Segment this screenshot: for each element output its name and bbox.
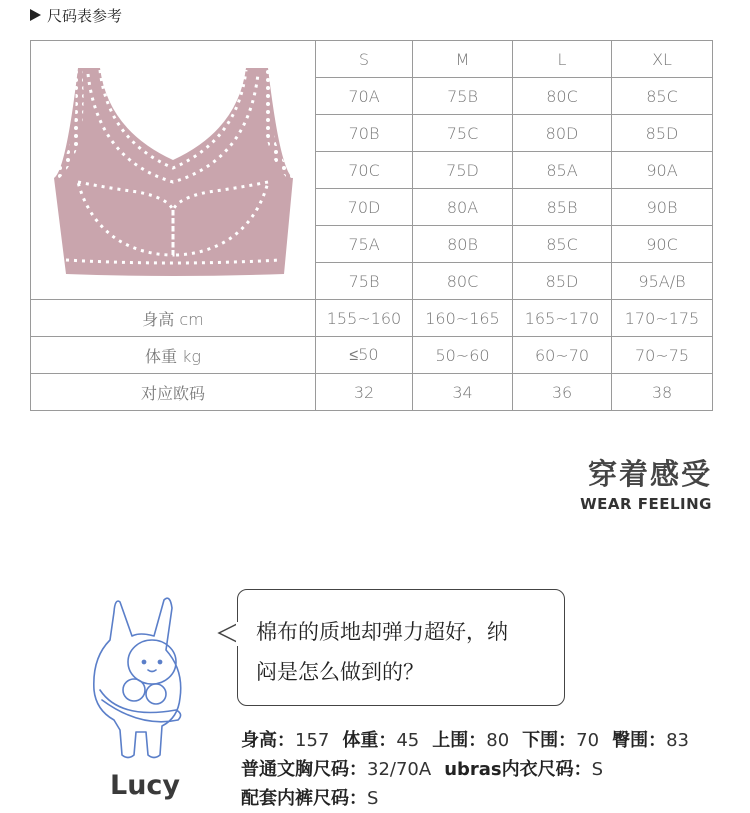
- cup-size-cell: 85C: [612, 78, 713, 115]
- eu-value-cell: 34: [413, 374, 513, 411]
- size-header-l: L: [513, 41, 612, 78]
- cup-size-cell: 75A: [316, 226, 413, 263]
- cup-size-cell: 90C: [612, 226, 713, 263]
- cup-size-cell: 70B: [316, 115, 413, 152]
- lucy-mascot-icon: [80, 590, 200, 765]
- weight-value-cell: ≤50: [316, 337, 413, 374]
- weight-value-cell: 70~75: [612, 337, 713, 374]
- height-label: 身高：: [241, 730, 295, 751]
- regular-size-value: 32/70A: [367, 759, 432, 780]
- wear-feeling-subtitle: WEAR FEELING: [580, 495, 712, 513]
- cup-size-cell: 85D: [612, 115, 713, 152]
- size-header-m: M: [413, 41, 513, 78]
- cup-size-cell: 70D: [316, 189, 413, 226]
- eu-row-label: 对应欧码: [31, 374, 316, 411]
- cup-size-cell: 80A: [413, 189, 513, 226]
- eu-value-cell: 36: [513, 374, 612, 411]
- stats-line-3: [241, 784, 689, 813]
- panty-size-label: 配套内裤尺码：: [241, 788, 367, 809]
- cup-size-cell: 80B: [413, 226, 513, 263]
- cup-size-cell: 95A/B: [612, 263, 713, 300]
- weight-value-cell: 60~70: [513, 337, 612, 374]
- bubble-line-1: 棉布的质地却弹力超好，纳: [256, 620, 508, 644]
- height-row: [31, 300, 713, 337]
- under-value: 70: [576, 730, 600, 751]
- height-value-cell: 165~170: [513, 300, 612, 337]
- height-value-cell: 160~165: [413, 300, 513, 337]
- section-header: [30, 4, 122, 26]
- height-value-cell: 155~160: [316, 300, 413, 337]
- cup-size-cell: 75D: [413, 152, 513, 189]
- cup-size-cell: 80C: [513, 78, 612, 115]
- bubble-line-2: 闷是怎么做到的？: [256, 660, 424, 684]
- cup-size-cell: 85C: [513, 226, 612, 263]
- panty-size-value: S: [367, 788, 379, 809]
- height-value-cell: 170~175: [612, 300, 713, 337]
- size-header-xl: XL: [612, 41, 713, 78]
- ubras-size-value: S: [591, 759, 604, 780]
- bust-value: 80: [486, 730, 510, 751]
- eu-value-cell: 38: [612, 374, 713, 411]
- cup-size-cell: 90B: [612, 189, 713, 226]
- eu-value-cell: 32: [316, 374, 413, 411]
- bubble-pointer-cover: [232, 620, 242, 648]
- size-header-s: S: [316, 41, 413, 78]
- table-header-row: [31, 41, 713, 78]
- under-label: 下围：: [522, 730, 577, 751]
- bubble-text: [256, 612, 556, 692]
- triangle-marker-icon: [30, 9, 41, 21]
- cup-size-cell: 75B: [316, 263, 413, 300]
- cup-size-cell: 80C: [413, 263, 513, 300]
- hip-label: 臀围：: [612, 730, 667, 751]
- cup-size-cell: 75C: [413, 115, 513, 152]
- wear-feeling-title: 穿着感受: [587, 457, 712, 491]
- weight-row: [31, 337, 713, 374]
- reviewer-name: Lucy: [110, 770, 181, 801]
- cup-size-cell: 85A: [513, 152, 612, 189]
- product-image-cell: [31, 41, 316, 300]
- section-title: 尺码表参考: [47, 6, 123, 25]
- weight-label: 体重：: [342, 730, 397, 751]
- ubras-size-label: ubras内衣尺码：: [444, 759, 592, 780]
- bra-product-image: [48, 60, 298, 280]
- cup-size-cell: 75B: [413, 78, 513, 115]
- cup-size-cell: 80D: [513, 115, 612, 152]
- eu-row: [31, 374, 713, 411]
- cup-size-cell: 70A: [316, 78, 413, 115]
- regular-size-label: 普通文胸尺码：: [241, 759, 367, 780]
- cup-size-cell: 70C: [316, 152, 413, 189]
- cup-size-cell: 90A: [612, 152, 713, 189]
- size-chart-table: [30, 40, 713, 411]
- weight-value-cell: 50~60: [413, 337, 513, 374]
- weight-row-label: 体重 kg: [31, 337, 316, 374]
- stats-line-2: [241, 755, 689, 784]
- cup-size-cell: 85B: [513, 189, 612, 226]
- height-value: 157: [295, 730, 330, 751]
- bust-label: 上围：: [432, 730, 487, 751]
- hip-value: 83: [666, 730, 689, 751]
- weight-value: 45: [396, 730, 420, 751]
- cup-size-cell: 85D: [513, 263, 612, 300]
- height-row-label: 身高 cm: [31, 300, 316, 337]
- stats-line-1: [241, 726, 689, 755]
